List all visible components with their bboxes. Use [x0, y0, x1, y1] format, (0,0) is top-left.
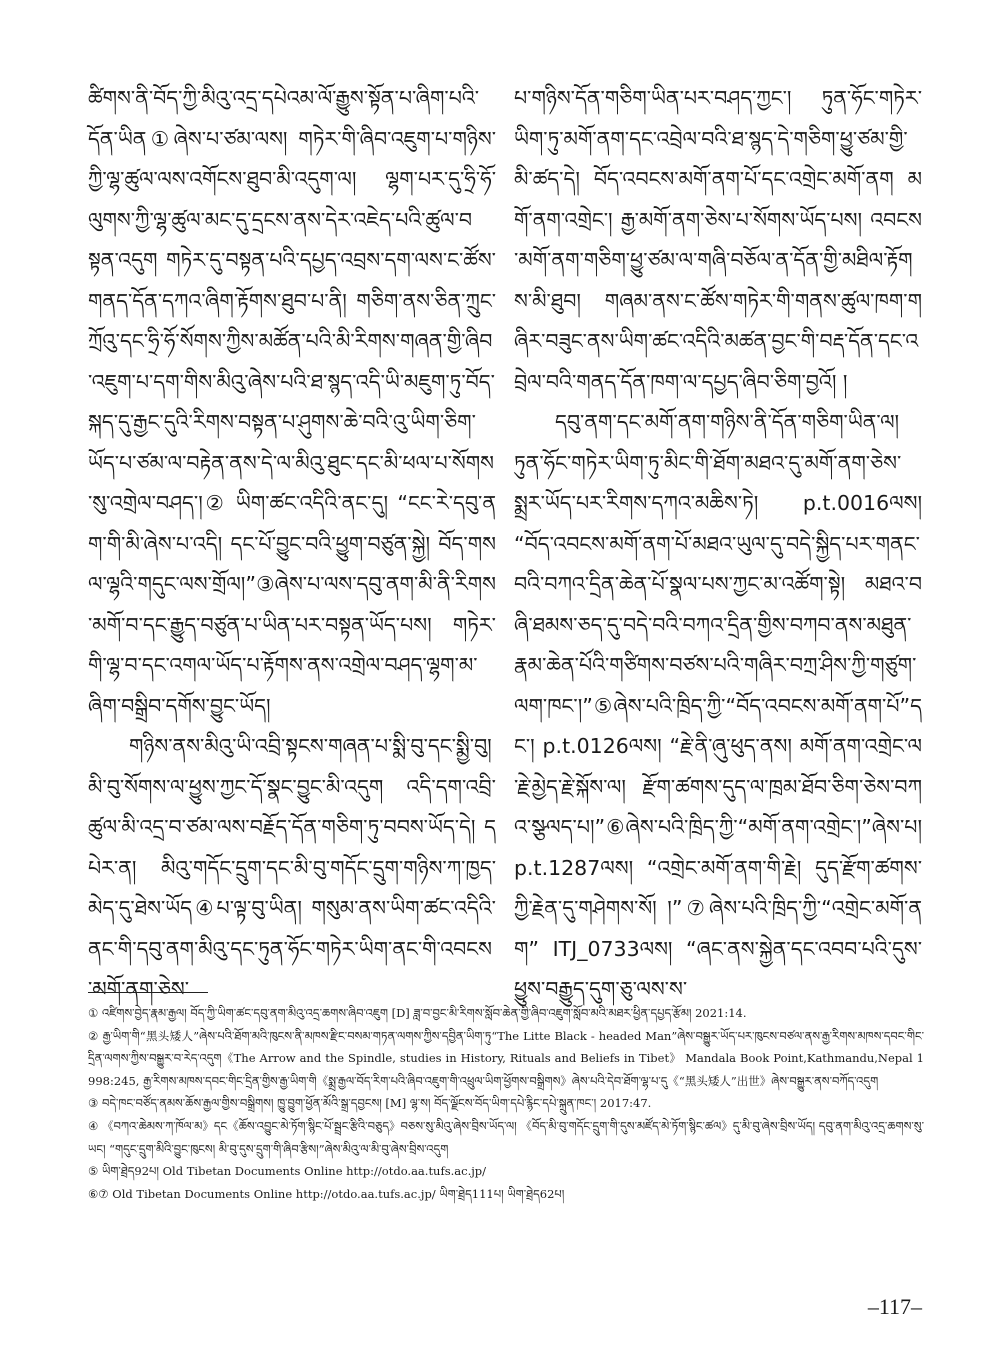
footnote: ④ 《བཀའ་ཆེམས་ཀ་ཁོལ་མ》དང《ཆོས་འབྱུང་མེ་ཏོག་སྙིང་པོ་སྦྲང་རྩིའི་བཅུད》བཅས་སུ་མིའུ་ཞེས་བྲིས་ཡོད་ལ། 《བོད་མི་བུ་གདོང་དྲུག་གི་དུས་མཛོད་མེ་ཏོག་སྙིང་ཚལ》དུ་མི་བུ་ཞེས་བྲིས་ཡོད། དབུ་ནག་མིའུ་འདྲ་ཆགས་སུ་ཡང། “གདུང་དྲུག་མིའི་བྱུང་ཁུངས། མི་བུ་དུས་དྲུག་གི་ཞིབ་རྩིས།”ཞེས་མིའུ་ལ་མི་བུ་ཞེས་བྲིས་འདུག — [88, 1118, 924, 1156]
footnotes — [88, 1002, 924, 1205]
body-paragraph: དབུ་ནག་དང་མགོ་ནག་གཉིས་ནི་དོན་གཅིག་ཡིན་ལ། ཏུན་ཧོང་གཏེར་ཡིག་ཏུ་མིང་གི་ཐོག་མཐའ་དུ་མགོ་ནག་ཅེས་སྨྲར་ཡོད་པར་རིགས་དཀའ་མཆིས་ཏེ། p.t.0016ལས། “བོད་འབངས་མགོ་ནག་པོ་མཐའ་ཡུལ་དུ་བདེ་སྐྱིད་པར་གནང་བའི་བཀའ་དྲིན་ཆེན་པོ་སྣལ་པས་ཀྱང་མ་འཚོག་སྟེ། མཐའ་བཞི་ཐམས་ཅད་དུ་བདེ་བའི་བཀའ་དྲིན་གྱིས་བཀབ་ནས་མཐུན་རྣམ་ཆེན་པོའི་གཙིགས་བཙས་པའི་གཞིར་བཀྲ་ཤིས་ཀྱི་གཙུག་ལག་ཁང་།”⑤ཞེས་པའི་ཁྲིད་ཀྱི་“བོད་འབངས་མགོ་ནག་པོ”དང་། p.t.0126ལས། “རྗེ་ནི་ཞུ་ཕུད་ནས། མགོ་ནག་འགྲེང་ལ་རྗེ་མྱེད་རྗེ་སྐོས་ལ། རྫོག་ཚགས་དུད་ལ་ཁྲམ་ཐོབ་ཅིག་ཅེས་བཀའ་སྩལད་པ།”⑥ཞེས་པའི་ཁྲིད་ཀྱི་“མགོ་ནག་འགྲེང་།”ཞེས་པ། p.t.1287ལས། “འགྲེང་མགོ་ནག་གི་རྗེ། དུད་རྫོག་ཚགས་ཀྱི་རྗེན་དུ་གཤེགས་སོ། །”⑦ཞེས་པའི་ཁྲིད་ཀྱི་“འགྲེང་མགོ་ནག” ITJ_0733ལས། “ཞང་ནས་སྐྱེན་དང་འབབ་པའི་དུས་ཕྱུས་བརྒྱུད་དུག་ཅུ་ལས་ས་ — [514, 410, 922, 1001]
body-paragraph: པ་གཉིས་དོན་གཅིག་ཡིན་པར་བཤད་ཀྱང་། ཏུན་ཧོང་གཏེར་ཡིག་ཏུ་མགོ་ནག་དང་འབྲེལ་བའི་ཐ་སྙད་དེ་གཅིག་ཕྱུ་ཙམ་གྱི་མི་ཚད་དེ། བོད་འབངས་མགོ་ནག་པོ་དང་འགྲེང་མགོ་ནག མགོ་ནག་འགྲེང་། རྒྱ་མགོ་ནག་ཅེས་པ་སོགས་ཡོད་པས། འབངས་མགོ་ནག་གཅིག་ཕྱུ་ཙམ་ལ་གཞི་བཅོལ་ན་དོན་གྱི་མཐིལ་རྟོགས་མི་ཐུབ། གཞམ་ནས་ང་ཚོས་གཏེར་གི་གནས་ཚུལ་ཁག་གཞིར་བཟུང་ནས་ཡིག་ཚང་འདིའི་མཚན་བྱང་གི་བརྡ་དོན་དང་འབྲེལ་བའི་གནད་དོན་ཁག་ལ་དཔྱད་ཞིབ་ཅིག་བྱའོ། ། — [514, 86, 922, 394]
left-column — [88, 78, 496, 1010]
footnote: ② རྒྱ་ཡིག་གི“黑头矮人”ཞེས་པའི་ཐོག་མའི་ཁུངས་ནི་མཁས་རྫིང་བསམ་གཏན་ལགས་ཀྱིས་དབྱིན་ཡིག་ཏུ“The Litte Black - headed Man”ཞེས་བསྒྱུར་ཡོད་པར་ཁུངས་བཙལ་ནས་རྒྱ་རིགས་མཁས་དབང་གིང་དྲིན་ལགས་ཀྱིས་བསྒྱུར་བ་རེད་འདུག《The Arrow and the Spindle, studies in History, Rituals and Beliefs in Tibet》 Mandala Book Point,Kathmandu,Nepal 1998:245, རྒྱ་རིགས་མཁས་དབང་གིང་དྲིན་གྱིས་རྒྱ་ཡིག་གི《སྨྲ་རྒྱལ་བོད་རིག་པའི་ཞིབ་འཇུག་གི་འཕྲུལ་ཡིག་ཕྱོགས་བསྒྲིགས》ཞེས་པའི་དེབ་ཐོག་ལྷ་པ་དུ《“黑头矮人”出世》ཞེས་བསྒྱུར་ནས་བཀོད་འདུག — [88, 1028, 924, 1088]
right-column — [514, 78, 922, 1010]
footnote: ⑤ ཡིག་ཐྲེད92པ། Old Tibetan Documents Online http://otdo.aa.tufs.ac.jp/ — [88, 1164, 487, 1179]
footnote-divider — [88, 992, 208, 993]
footnote: ③ བདེ་ཁང་བཙོད་ནམས་ཆོས་རྒྱལ་གྱིས་བསྒྲིགས། ཁྱུ་བྱུག་ཕྱོན་མོའི་སྒྲ་དབྱངས། [M] ལྷ་ས། བོད་ལྗོངས་བོད་ཡིག་དཔེ་རྙིང་དཔེ་སྐྲུན་ཁང་། 2017:47. — [88, 1096, 652, 1111]
footnote: ⑥⑦ Old Tibetan Documents Online http://otdo.aa.tufs.ac.jp/ ཡིག་ཐྲེད111པ། ཡིག་ཐྲེད62པ། — [88, 1186, 565, 1201]
footnote: ① འཛིགས་བྱེད་རྣམ་རྒྱལ། བོད་ཀྱི་ཡིག་ཚང་དབུ་ནག་མིའུ་འདྲ་ཆགས་ཞིབ་འཇུག [D] ཟླ་བ་བྱང་མི་རིགས་སློབ་ཆེན་གྱི་ཞིབ་འཇུག་སློབ་མའི་མཐར་ཕྱིན་དཔྱད་རྩོམ། 2021:14. — [88, 1006, 747, 1020]
page-number: –117– — [867, 1294, 922, 1319]
body-paragraph: གཉིས་ནས་མིའུ་ཡི་འབྲི་སྟངས་གཞན་པ་སྨི་བུ་དང་སྨྱི་བུ། མི་བུ་སོགས་ལ་ཕྱུས་ཀྱང་དོ་སྣང་བྱུང་མི་འདུག འདི་དག་འབྲི་ཚུལ་མི་འདྲ་བ་ཙམ་ལས་བརྗོད་དོན་གཅིག་ཏུ་བབས་ཡོད་དེ། དཔེར་ན། མིའུ་གདོང་དྲུག་དང་མི་བུ་གདོང་དྲུག་གཉིས་ཀ་ཁྱད་མེད་དུ་ཐེས་ཡོད④པ་ལྟ་བུ་ཡིན། གསུམ་ནས་ཡིག་ཚང་འདིའི་ནང་གི་དབུ་ནག་མིའུ་དང་ཏུན་ཧོང་གཏེར་ཡིག་ནང་གི་འབངས་མགོ་ནག་ཅེས་ — [88, 734, 496, 1001]
body-paragraph: ཚིགས་ནི་བོད་ཀྱི་མིའུ་འདྲ་དཔེའམ་ལོ་རྒྱུས་སྟོན་པ་ཞིག་པའི་དོན་ཡིན①ཞེས་པ་ཙམ་ལས། གཏེར་གི་ཞིབ་འཇུག་པ་གཉིས་ཀྱི་ལྷ་ཚུལ་ལས་འགོངས་ཐུབ་མི་འདུག་ལ། ལྷག་པར་དུ་ཧྲི་ཧོ་ལུགས་ཀྱི་ལྷ་ཚུལ་མང་དུ་དྲངས་ནས་དེར་འཇེད་པའི་ཚུལ་བསྟན་འདུག གཏེར་དུ་བསྟན་པའི་དཔྱད་འབྲས་དག་ལས་ང་ཚོས་གནད་དོན་དཀའ་ཞིག་རྟོགས་ཐུབ་པ་ནི། གཅིག་ནས་ཅིན་ཀྲུང་ཀྲོའུ་དང་ཧྲི་ཧོ་སོགས་ཀྱིས་མཚོན་པའི་མི་རིགས་གཞན་གྱི་ཞིབ་འཇུག་པ་དག་གིས་མིའུ་ཞེས་པའི་ཐ་སྙད་འདི་ཡི་མཇུག་ཏུ་བོད་སྐད་དུ་རྒྱང་དུའི་རིགས་བསྟན་པ་ཤུགས་ཆེ་བའི་འུ་ཡིག་ཅིག་ཡོད་པ་ཙམ་ལ་བརྟེན་ནས་དེ་ལ་མིའུ་ཐུང་དང་མི་ཕལ་པ་སོགས་སུ་འགྲེལ་བཤད་།② ཡིག་ཚང་འདིའི་ནང་དུ། “ངང་རེ་དབུ་ནག་གི་མི་ཞེས་པ་འདི། དང་པོ་བྱུང་བའི་ཕྱུག་བཙུན་སྐྱེ། བོད་གསལ་ལྷའི་གདུང་ལས་གྲོལ།”③ཞེས་པ་ལས་དབུ་ནག་མི་ནི་རིགས་མགོ་བ་དང་རྒྱུད་བཙུན་པ་ཡིན་པར་བསྟན་ཡོད་པས། གཏེར་གི་ལྷ་བ་དང་འགལ་ཡོད་པ་རྟོགས་ནས་འགྲེལ་བཤད་ལྷག་མ་ཞིག་བསྒྲིབ་དགོས་བྱུང་ཡོད། — [88, 86, 496, 718]
